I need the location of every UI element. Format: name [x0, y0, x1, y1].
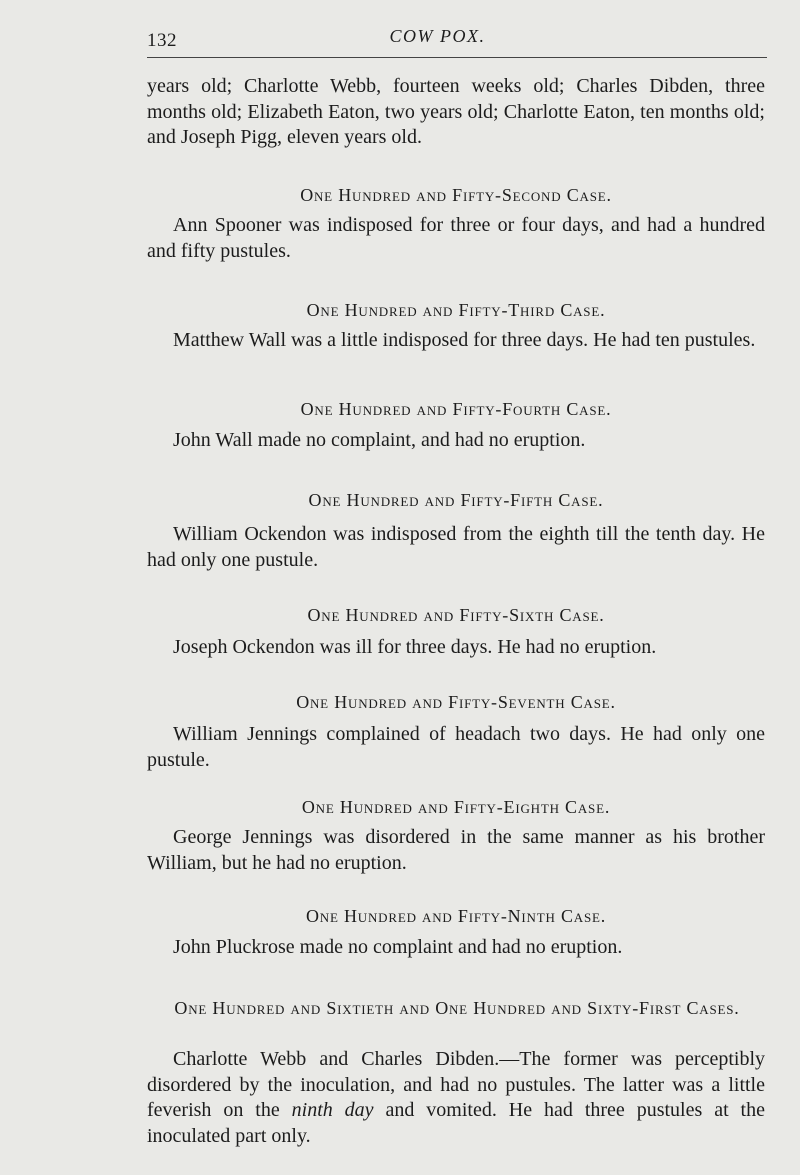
case-heading-159: One Hundred and Fifty-Ninth Case.	[305, 906, 607, 926]
paragraph-text-end: and vomited. He had three pustules at the inoculated part only.	[147, 1099, 765, 1147]
case-paragraph-154: John Wall made no complaint, and had no eruption.	[173, 429, 586, 451]
emphasis-ninth-day: ninth day	[291, 1099, 374, 1121]
case-heading-153: One Hundred and Fifty-Third Case.	[306, 300, 606, 320]
page-number: 132	[147, 30, 177, 51]
case-paragraph-153: Matthew Wall was a little indisposed for three days. He had ten pustules.	[173, 329, 756, 351]
paragraph-continuation: years old; Charlotte Webb, fourteen weeks old; Charles Dibden, three months old; Elizabeth Eaton, two years old; Charlotte Eaton, ten months old; and Joseph Pigg, eleven years old.	[147, 75, 765, 148]
case-paragraph-157: William Jennings complained of headach two days. He had only one pustule.	[147, 723, 765, 771]
header-rule	[147, 57, 767, 58]
running-head: COW POX.	[389, 26, 486, 46]
case-paragraph-159: John Pluckrose made no complaint and had no eruption.	[173, 936, 623, 958]
case-heading-158: One Hundred and Fifty-Eighth Case.	[301, 797, 611, 817]
case-paragraph-155: William Ockendon was indisposed from the eighth till the tenth day. He had only one pustule.	[147, 523, 765, 571]
case-heading-156: One Hundred and Fifty-Sixth Case.	[307, 605, 605, 625]
case-heading-154: One Hundred and Fifty-Fourth Case.	[300, 399, 612, 419]
case-heading-160-161: One Hundred and Sixtieth and One Hundred and Sixty-First Cases.	[174, 998, 740, 1018]
paragraph-text-start: Charlotte Webb and Charles Dibden.—The former was perceptibly disordered by the inoculation, and had no pustules. The latter was a little feverish on the	[147, 1048, 765, 1121]
case-paragraph-160-161	[147, 1047, 765, 1149]
case-paragraph-156: Joseph Ockendon was ill for three days. He had no eruption.	[173, 636, 657, 658]
case-paragraph-152: Ann Spooner was indisposed for three or four days, and had a hundred and fifty pustules.	[147, 214, 765, 262]
case-heading-152: One Hundred and Fifty-Second Case.	[300, 185, 612, 205]
case-paragraph-158: George Jennings was disordered in the same manner as his brother William, but he had no eruption.	[147, 826, 765, 874]
case-heading-157: One Hundred and Fifty-Seventh Case.	[296, 692, 616, 712]
case-heading-155: One Hundred and Fifty-Fifth Case.	[308, 490, 604, 510]
